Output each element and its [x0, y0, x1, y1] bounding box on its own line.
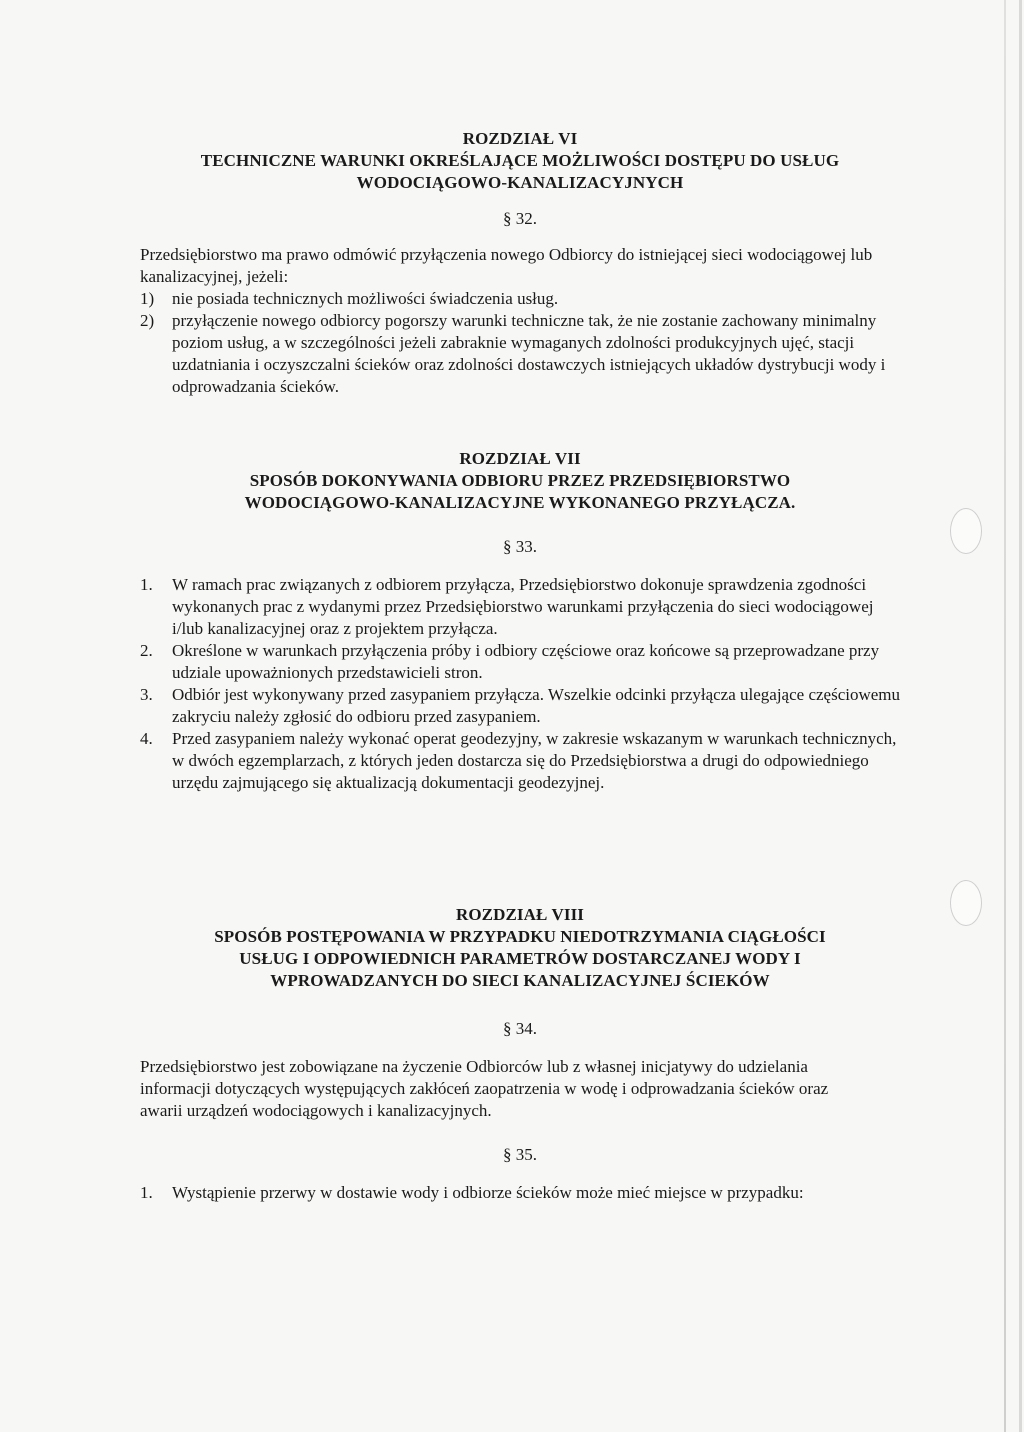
chapter-8-heading [140, 904, 900, 992]
list-item-text: Określone w warunkach przyłączenia próby i odbiory częściowe oraz końcowe są przeprowadzane przy udziale upoważnionych przedstawicieli stron. [172, 641, 880, 682]
scan-edge [1019, 0, 1022, 1432]
section-34: § 34. [503, 1019, 537, 1038]
chapter-6-subtitle-line-2: WODOCIĄGOWO-KANALIZACYJNYCH [356, 173, 684, 192]
chapter-8-subtitle-line-2: USŁUG I ODPOWIEDNICH PARAMETRÓW DOSTARCZANEJ WODY I [239, 949, 801, 968]
chapter-6 [140, 128, 900, 398]
chapter-6-heading [140, 128, 900, 194]
section-33: § 33. [503, 537, 537, 556]
chapter-7-subtitle-line-2: WODOCIĄGOWO-KANALIZACYJNE WYKONANEGO PRZYŁĄCZA. [244, 493, 796, 512]
section-34-text: Przedsiębiorstwo jest zobowiązane na życzenie Odbiorców lub z własnej inicjatywy do udzielania informacji dotyczących występujących zakłóceń zaopatrzenia w wodę i odprowadzania ścieków oraz awarii urządzeń wodociągowych i kanalizacyjnych. [140, 1057, 829, 1120]
chapter-8-subtitle-line-3: WPROWADZANYCH DO SIECI KANALIZACYJNEJ ŚCIEKÓW [270, 971, 770, 990]
list-item-text: Przed zasypaniem należy wykonać operat geodezyjny, w zakresie wskazanym w warunkach technicznych, w dwóch egzemplarzach, z których jeden dostarcza się do Przedsiębiorstwa a drugi do odpowiedniego urzędu zajmującego się aktualizacją dokumentacji geodezyjnej. [172, 729, 897, 792]
list-item [140, 728, 900, 794]
list-item-text: Odbiór jest wykonywany przed zasypaniem przyłącza. Wszelkie odcinki przyłącza ulegające częściowemu zakryciu należy zgłosić do odbioru przed zasypaniem. [172, 685, 901, 726]
list-item [140, 1182, 840, 1204]
list-item-text: Wystąpienie przerwy w dostawie wody i odbiorze ścieków może mieć miejsce w przypadku: [172, 1183, 804, 1202]
section-32: § 32. [503, 209, 537, 228]
list-item [140, 574, 900, 640]
section-33-list [140, 574, 900, 794]
section-32-list [140, 288, 900, 398]
chapter-7 [140, 448, 900, 794]
punch-hole [950, 880, 982, 926]
list-item [140, 640, 900, 684]
section-35: § 35. [503, 1145, 537, 1164]
list-marker: 2. [140, 641, 153, 660]
chapter-8-title: ROZDZIAŁ VIII [455, 905, 585, 924]
list-item-text: nie posiada technicznych możliwości świadczenia usług. [172, 289, 559, 308]
list-marker: 3. [140, 685, 153, 704]
scan-edge [1004, 0, 1006, 1432]
chapter-7-subtitle-line-1: SPOSÓB DOKONYWANIA ODBIORU PRZEZ PRZEDSIĘBIORSTWO [249, 471, 791, 490]
list-marker: 2) [140, 311, 155, 330]
list-item [140, 684, 900, 728]
chapter-7-title: ROZDZIAŁ VII [459, 449, 581, 468]
section-35-list [140, 1182, 900, 1204]
list-item-text: W ramach prac związanych z odbiorem przyłącza, Przedsiębiorstwo dokonuje sprawdzenia zgodności wykonanych prac z wydanymi przez Przedsiębiorstwo warunkami przyłączenia do sieci wodociągowej i/lub kanalizacyjnej oraz z projektem przyłącza. [172, 575, 874, 638]
punch-hole [950, 508, 982, 554]
chapter-7-heading [140, 448, 900, 514]
chapter-6-subtitle-line-1: TECHNICZNE WARUNKI OKREŚLAJĄCE MOŻLIWOŚCI DOSTĘPU DO USŁUG [200, 151, 840, 170]
list-marker: 1) [140, 289, 155, 308]
list-item-text: przyłączenie nowego odbiorcy pogorszy warunki techniczne tak, że nie zostanie zachowany minimalny poziom usług, a w szczególności jeżeli zabraknie wymaganych zdolności produkcyjnych ujęć, stacji uzdatniania i oczyszczalni ścieków oraz zdolności dostawczych istniejących układów dystrybucji wody i odprowadzania ścieków. [172, 311, 886, 396]
section-32-intro: Przedsiębiorstwo ma prawo odmówić przyłączenia nowego Odbiorcy do istniejącej sieci wodociągowej lub kanalizacyjnej, jeżeli: [140, 245, 873, 286]
list-marker: 1. [140, 1183, 153, 1202]
list-marker: 1. [140, 575, 153, 594]
list-marker: 4. [140, 729, 153, 748]
chapter-8-subtitle-line-1: SPOSÓB POSTĘPOWANIA W PRZYPADKU NIEDOTRZYMANIA CIĄGŁOŚCI [214, 927, 826, 946]
chapter-8 [140, 904, 900, 1204]
chapter-6-title: ROZDZIAŁ VI [462, 129, 578, 148]
list-item [140, 310, 900, 398]
list-item [140, 288, 900, 310]
